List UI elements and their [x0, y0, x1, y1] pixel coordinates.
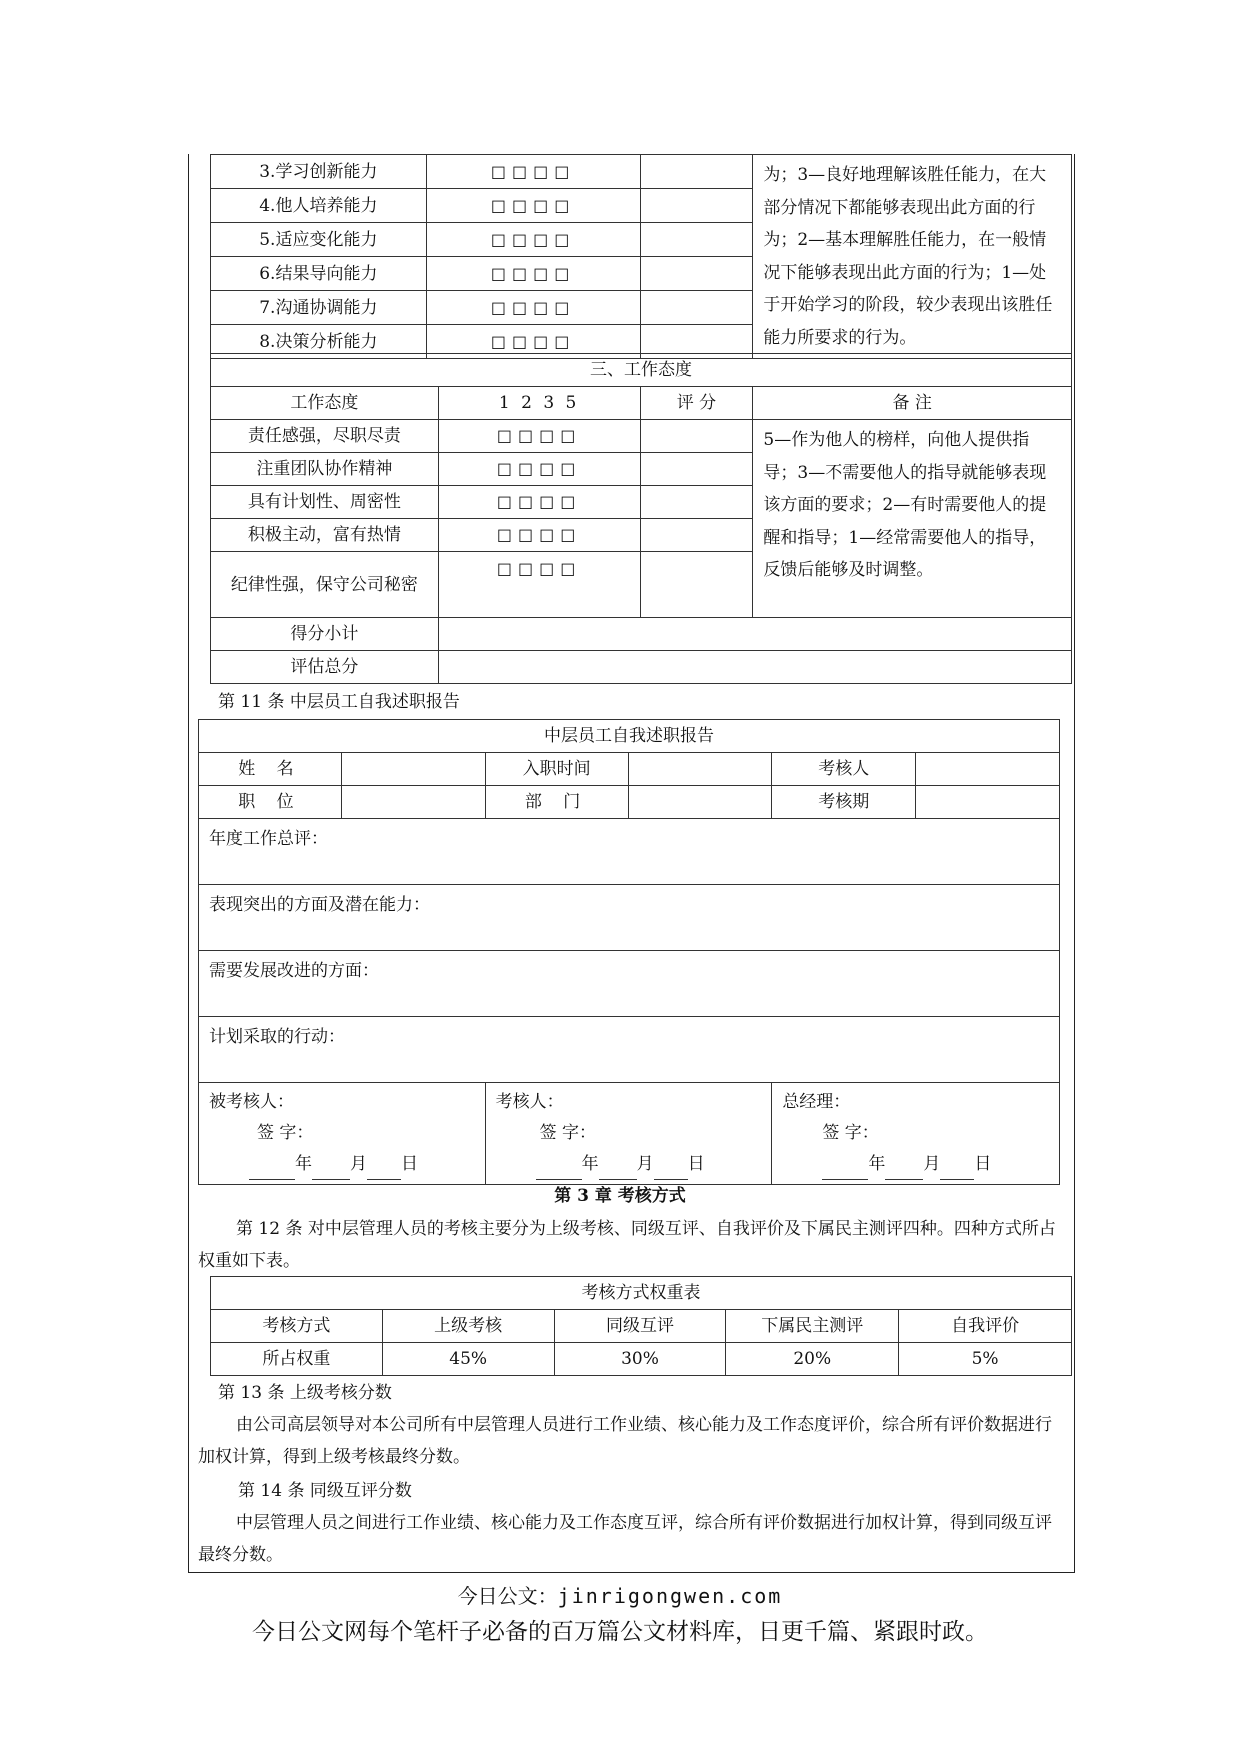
- weight-header: 上级考核: [382, 1310, 554, 1343]
- footer-site-label: 今日公文：: [457, 1584, 558, 1608]
- score-cell[interactable]: [640, 519, 753, 552]
- attitude-label: 责任感强，尽职尽责: [211, 420, 439, 453]
- join-date-field[interactable]: [628, 753, 772, 786]
- attitude-note: 5—作为他人的榜样，向他人提供指导；3—不需要他人的指导就能够表现该方面的要求；2—有时需要他人的提醒和指导；1—经常需要他人的指导，反馈后能够及时调整。: [753, 420, 1072, 618]
- article-14-body: 中层管理人员之间进行工作业绩、核心能力及工作态度互评，综合所有评价数据进行加权计算，得到同级互评最终分数。: [198, 1513, 1052, 1565]
- weight-header: 自我评价: [899, 1310, 1072, 1343]
- weight-table-title: 考核方式权重表: [211, 1277, 1072, 1310]
- chapter-heading: 第 3 章 考核方式: [554, 1186, 686, 1206]
- weight-header: 考核方式: [211, 1310, 383, 1343]
- competency-label: 7.沟通协调能力: [211, 291, 427, 325]
- rating-checkboxes[interactable]: □□□□: [426, 223, 640, 257]
- score-cell[interactable]: [640, 189, 753, 223]
- weight-value: 45%: [382, 1343, 554, 1376]
- date-line: 年 月 日: [209, 1149, 475, 1180]
- signature-block-assessor[interactable]: [485, 1083, 772, 1185]
- competency-label: 5.适应变化能力: [211, 223, 427, 257]
- annual-summary-field[interactable]: 年度工作总评：: [199, 819, 1060, 885]
- section-title: 三、工作态度: [211, 354, 1072, 387]
- weight-header: 同级互评: [554, 1310, 726, 1343]
- competency-label: 8.决策分析能力: [211, 325, 427, 359]
- rating-checkboxes[interactable]: □□□□: [438, 552, 640, 618]
- signature-block-assessee[interactable]: [199, 1083, 486, 1185]
- position-field[interactable]: [341, 786, 485, 819]
- signer-label: 被考核人：: [209, 1092, 294, 1112]
- attitude-label: 注重团队协作精神: [211, 453, 439, 486]
- date-line: 年 月 日: [782, 1149, 1049, 1180]
- rating-checkboxes[interactable]: □□□□: [426, 155, 640, 189]
- article-11: 第 11 条 中层员工自我述职报告: [218, 692, 460, 712]
- rating-checkboxes[interactable]: □□□□: [426, 257, 640, 291]
- rating-checkboxes[interactable]: □□□□: [438, 420, 640, 453]
- attitude-label: 具有计划性、周密性: [211, 486, 439, 519]
- rating-checkboxes[interactable]: □□□□: [426, 291, 640, 325]
- weight-header: 下属民主测评: [726, 1310, 899, 1343]
- score-cell[interactable]: [640, 552, 753, 618]
- assessor-label: 考核人: [772, 753, 916, 786]
- department-field[interactable]: [628, 786, 772, 819]
- score-cell[interactable]: [640, 453, 753, 486]
- self-report-table: [198, 719, 1060, 1185]
- signature-block-gm[interactable]: [772, 1083, 1060, 1185]
- competency-table: [210, 154, 1072, 359]
- article-13-title: 第 13 条 上级考核分数: [218, 1383, 392, 1403]
- article-13-body: 由公司高层领导对本公司所有中层管理人员进行工作业绩、核心能力及工作态度评价，综合所有评价数据进行加权计算，得到上级考核最终分数。: [198, 1415, 1052, 1467]
- improvement-field[interactable]: 需要发展改进的方面：: [199, 951, 1060, 1017]
- weight-value: 20%: [726, 1343, 899, 1376]
- join-date-label: 入职时间: [485, 753, 628, 786]
- name-field[interactable]: [341, 753, 485, 786]
- strengths-field[interactable]: 表现突出的方面及潜在能力：: [199, 885, 1060, 951]
- article-12: 第 12 条 对中层管理人员的考核主要分为上级考核、同级互评、自我评价及下属民主测评四种。四种方式所占权重如下表。: [198, 1219, 1056, 1271]
- subtotal-value[interactable]: [438, 618, 1071, 651]
- position-label: 职 位: [199, 786, 342, 819]
- signer-label: 考核人：: [495, 1092, 564, 1112]
- total-label: 评估总分: [211, 651, 439, 684]
- signer-label: 总经理：: [782, 1092, 851, 1112]
- score-cell[interactable]: [640, 420, 753, 453]
- attitude-label: 积极主动，富有热情: [211, 519, 439, 552]
- score-cell[interactable]: [640, 257, 753, 291]
- total-value[interactable]: [438, 651, 1071, 684]
- header-scale: 1 2 3 5: [438, 387, 640, 420]
- attitude-label: 纪律性强，保守公司秘密: [211, 552, 439, 618]
- header-score: 评 分: [640, 387, 753, 420]
- header-attitude: 工作态度: [211, 387, 439, 420]
- score-cell[interactable]: [640, 155, 753, 189]
- subtotal-label: 得分小计: [211, 618, 439, 651]
- competency-note: 为；3—良好地理解该胜任能力，在大部分情况下都能够表现出此方面的行为；2—基本理解胜任能力，在一般情况下能够表现出此方面的行为；1—处于开始学习的阶段，较少表现出该胜任能力所要求的行为。: [753, 155, 1072, 359]
- article-14-title: 第 14 条 同级互评分数: [238, 1481, 412, 1501]
- weight-table: [210, 1276, 1072, 1376]
- header-remark: 备 注: [753, 387, 1072, 420]
- action-plan-field[interactable]: 计划采取的行动：: [199, 1017, 1060, 1083]
- footer-site-link[interactable]: jinrigongwen.com: [557, 1584, 783, 1608]
- date-line: 年 月 日: [496, 1149, 762, 1180]
- attitude-table: [210, 353, 1072, 684]
- weight-value: 5%: [899, 1343, 1072, 1376]
- rating-checkboxes[interactable]: □□□□: [438, 453, 640, 486]
- footer-slogan: 今日公文网每个笔杆子必备的百万篇公文材料库，日更千篇、紧跟时政。: [252, 1619, 988, 1645]
- sign-label: 签 字：: [257, 1123, 314, 1143]
- sign-label: 签 字：: [822, 1123, 879, 1143]
- assessor-field[interactable]: [916, 753, 1060, 786]
- department-label: 部 门: [485, 786, 628, 819]
- rating-checkboxes[interactable]: □□□□: [438, 519, 640, 552]
- weight-value: 30%: [554, 1343, 726, 1376]
- competency-label: 3.学习创新能力: [211, 155, 427, 189]
- rating-checkboxes[interactable]: □□□□: [426, 325, 640, 359]
- report-title: 中层员工自我述职报告: [199, 720, 1060, 753]
- score-cell[interactable]: [640, 223, 753, 257]
- period-label: 考核期: [772, 786, 916, 819]
- rating-checkboxes[interactable]: □□□□: [426, 189, 640, 223]
- footer-site-line: [0, 1580, 1240, 1609]
- period-field[interactable]: [916, 786, 1060, 819]
- competency-label: 4.他人培养能力: [211, 189, 427, 223]
- weight-row-label: 所占权重: [211, 1343, 383, 1376]
- rating-checkboxes[interactable]: □□□□: [438, 486, 640, 519]
- sign-label: 签 字：: [539, 1123, 597, 1143]
- score-cell[interactable]: [640, 291, 753, 325]
- score-cell[interactable]: [640, 486, 753, 519]
- competency-label: 6.结果导向能力: [211, 257, 427, 291]
- name-label: 姓 名: [199, 753, 342, 786]
